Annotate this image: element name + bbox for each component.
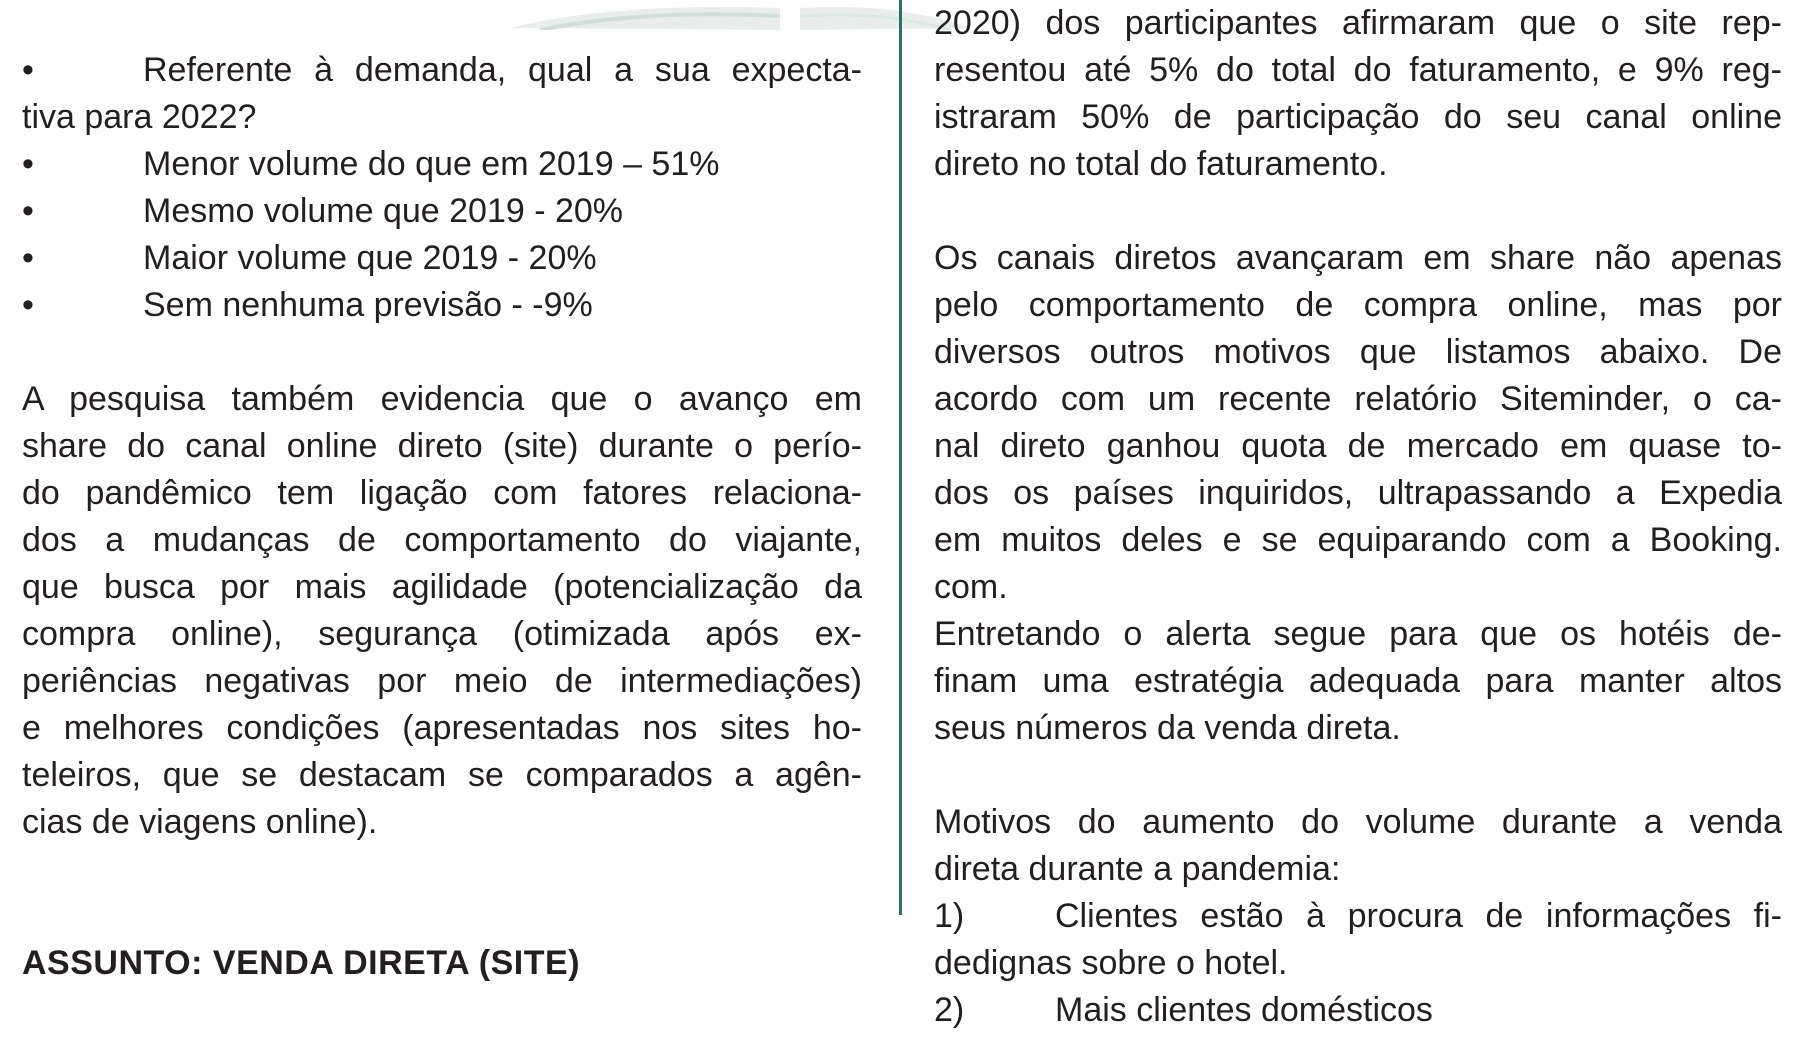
item-text: Mais clientes domésticos [1055,991,1433,1029]
bullet-text: Sem nenhuma previsão - -9% [143,286,593,324]
paragraph-line: do pandêmico tem ligação com fatores relaciona- [22,474,862,512]
numbered-item [934,893,1782,940]
item-text-continuation: dedignas sobre o hotel. [934,944,1288,982]
paragraph-line: dos os países inquiridos, ultrapassando a Expedia [934,474,1782,512]
bullet-item [22,188,862,235]
item-number: 2) [934,991,965,1029]
left-column [22,0,862,987]
bullet-item [22,47,862,94]
paragraph-line: cias de viagens online). [22,803,378,841]
item-text: Clientes estão à procura de informações fi- [1055,897,1782,935]
bullet-question-line-2: tiva para 2022? [22,98,257,136]
paragraph-line: A pesquisa também evidencia que o avanço em [22,380,862,418]
paragraph-line: teleiros, que se destacam se comparados a agên- [22,756,862,794]
paragraph-line: direto no total do faturamento. [934,145,1388,183]
right-column [934,0,1782,1034]
numbered-item [934,987,1782,1034]
bullet-item [22,235,862,282]
column-divider [899,0,902,915]
paragraph-line: Os canais diretos avançaram em share não apenas [934,239,1782,277]
paragraph-line: nal direto ganhou quota de mercado em quase to- [934,427,1782,465]
paragraph-line: Entretando o alerta segue para que os hotéis de- [934,615,1782,653]
bullet-item [22,141,862,188]
paragraph-line: em muitos deles e se equiparando com a Booking. [934,521,1782,559]
paragraph-line: Motivos do aumento do volume durante a venda [934,803,1782,841]
bullet-text: Mesmo volume que 2019 - 20% [143,192,624,230]
paragraph-line: acordo com um recente relatório Siteminder, o ca- [934,380,1782,418]
paragraph-line: share do canal online direto (site) durante o perío- [22,427,862,465]
bullet-question-line-1: Referente à demanda, qual a sua expecta- [143,51,862,89]
bullet-dot: • [22,145,34,183]
bullet-dot: • [22,286,34,324]
paragraph-line: que busca por mais agilidade (potencialização da [22,568,862,606]
section-heading: ASSUNTO: VENDA DIRETA (SITE) [22,944,581,982]
paragraph-line: e melhores condições (apresentadas nos sites ho- [22,709,862,747]
paragraph-line: dos a mudanças de comportamento do viajante, [22,521,862,559]
paragraph-line: pelo comportamento de compra online, mas por [934,286,1782,324]
paragraph-line: resentou até 5% do total do faturamento, e 9% reg- [934,51,1782,89]
paragraph-line: seus números da venda direta. [934,709,1401,747]
paragraph-line: istraram 50% de participação do seu canal online [934,98,1782,136]
paragraph-line: com. [934,568,1008,606]
paragraph-line: periências negativas por meio de intermediações) [22,662,862,700]
paragraph-line: diversos outros motivos que listamos abaixo. De [934,333,1782,371]
bullet-dot: • [22,51,34,89]
paragraph-line: 2020) dos participantes afirmaram que o site rep- [934,4,1782,42]
bullet-dot: • [22,239,34,277]
bullet-text: Maior volume que 2019 - 20% [143,239,597,277]
paragraph-line: finam uma estratégia adequada para manter altos [934,662,1782,700]
bullet-dot: • [22,192,34,230]
item-number: 1) [934,897,965,935]
paragraph-line: direta durante a pandemia: [934,850,1341,888]
bullet-item [22,282,862,329]
bullet-text: Menor volume do que em 2019 – 51% [143,145,720,183]
paragraph-line: compra online), segurança (otimizada após ex- [22,615,862,653]
